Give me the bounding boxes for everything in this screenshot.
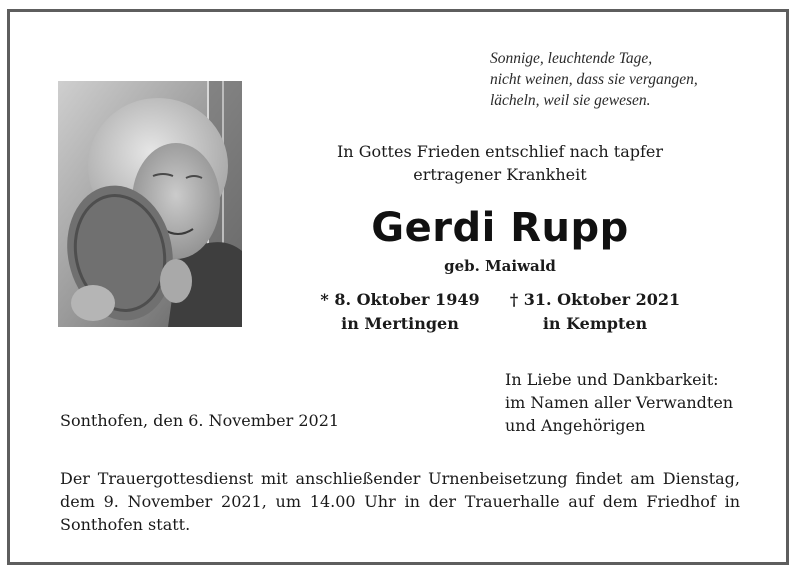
intro-line: ertragener Krankheit [413, 165, 587, 184]
birth-date: * 8. Oktober 1949 [320, 290, 480, 309]
closing-line: In Liebe und Dankbarkeit: [505, 370, 719, 389]
closing-line: und Angehörigen [505, 416, 646, 435]
service-line: Der Trauergottesdienst mit anschließender Urnenbeisetzung findet am Dienstag, [60, 469, 740, 488]
deceased-name: Gerdi Rupp [371, 205, 629, 251]
place-date: Sonthofen, den 6. November 2021 [60, 411, 340, 430]
memorial-quote [490, 48, 780, 111]
closing-line: im Namen aller Verwandten [505, 393, 734, 412]
birth-info [305, 288, 495, 336]
closing-text [505, 368, 790, 437]
intro-text [300, 140, 700, 186]
birth-place: in Mertingen [341, 314, 459, 333]
service-line: dem 9. November 2021, um 14.00 Uhr in der Trauerhalle auf dem Friedhof in [60, 492, 740, 511]
death-info [495, 288, 695, 336]
death-place: in Kempten [542, 314, 648, 333]
death-date: † 31. Oktober 2021 [509, 290, 681, 309]
service-notice [60, 467, 740, 536]
intro-line: In Gottes Frieden entschlief nach tapfer [336, 142, 664, 161]
quote-line: Sonnige, leuchtende Tage, [490, 50, 653, 67]
quote-line: lächeln, weil sie gewesen. [490, 92, 651, 109]
maiden-name: geb. Maiwald [444, 257, 556, 275]
portrait-photo [58, 81, 242, 327]
quote-line: nicht weinen, dass sie vergangen, [490, 71, 698, 88]
service-line: Sonthofen statt. [60, 515, 191, 534]
